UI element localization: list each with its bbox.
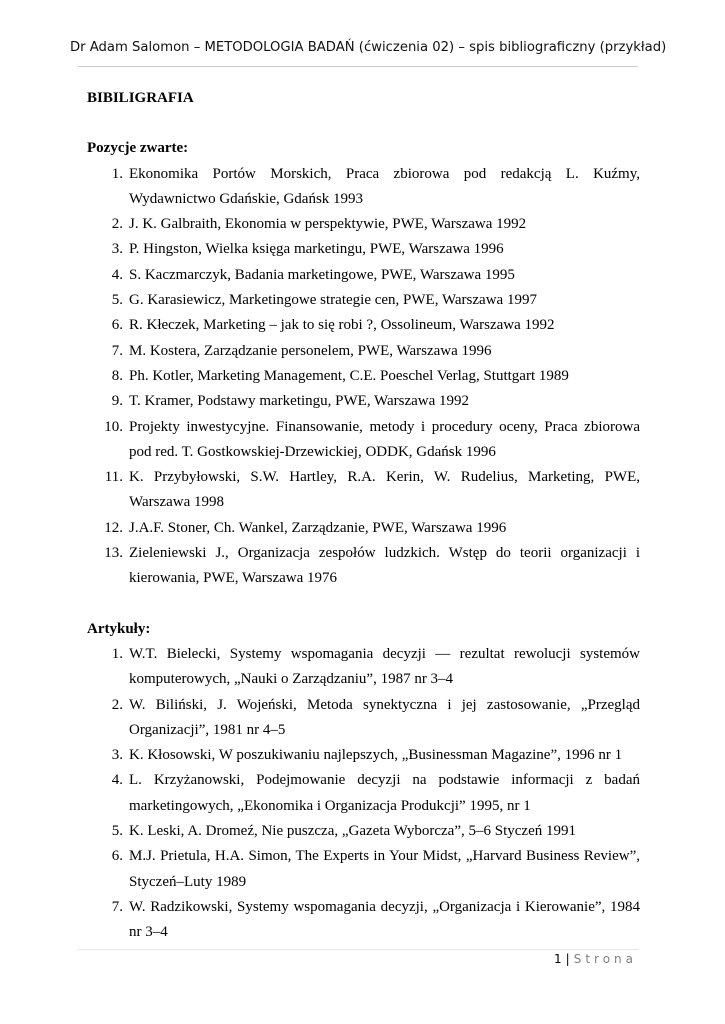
- book-item-number: 1.: [111, 165, 123, 182]
- header-divider: [78, 66, 638, 67]
- article-item: [87, 895, 640, 946]
- book-item-number: 9.: [111, 393, 123, 410]
- page-header: [70, 40, 667, 55]
- article-item-text: M.J. Prietula, H.A. Simon, The Experts in Your Midst, „Harvard Business Review”, Styczeń–Luty 1989: [129, 848, 640, 890]
- article-item-number: 5.: [111, 823, 123, 840]
- book-item-text: J.A.F. Stoner, Ch. Wankel, Zarządzanie, PWE, Warszawa 1996: [129, 519, 507, 536]
- article-item-text: K. Kłosowski, W poszukiwaniu najlepszych, „Businessman Magazine”, 1996 nr 1: [129, 747, 623, 764]
- article-item-text: L. Krzyżanowski, Podejmowanie decyzji na podstawie informacji z badań marketingowych, „Ekonomika i Organizacja Produkcji” 1995, nr 1: [129, 772, 640, 814]
- book-item: [87, 212, 640, 237]
- document-title: BIBILIGRAFIA: [87, 90, 194, 106]
- article-item-number: 1.: [111, 645, 123, 662]
- book-item-text: Ph. Kotler, Marketing Management, C.E. Poeschel Verlag, Stuttgart 1989: [129, 367, 569, 384]
- book-item-text: K. Przybyłowski, S.W. Hartley, R.A. Kerin, W. Rudelius, Marketing, PWE, Warszawa 1998: [129, 469, 640, 511]
- article-item-text: W. Radzikowski, Systemy wspomagania decyzji, „Organizacja i Kierowanie”, 1984 nr 3–4: [129, 898, 640, 941]
- book-item-text: R. Kłeczek, Marketing – jak to się robi ?, Ossolineum, Warszawa 1992: [129, 317, 555, 334]
- book-item: [87, 263, 640, 288]
- book-item-number: 8.: [111, 367, 123, 384]
- book-item: [87, 415, 640, 466]
- article-item-text: W.T. Bielecki, Systemy wspomagania decyzji — rezultat rewolucji systemów komputerowych, „Nauki o Zarządzaniu”, 1987 nr 3–4: [129, 645, 640, 688]
- document-body: [87, 82, 640, 946]
- book-item: [87, 288, 640, 313]
- book-item-number: 6.: [111, 317, 123, 334]
- book-item-number: 10.: [104, 418, 123, 435]
- footer-divider: [78, 949, 638, 950]
- footer-separator: |: [565, 952, 570, 966]
- book-item-text: J. K. Galbraith, Ekonomia w perspektywie, PWE, Warszawa 1992: [129, 216, 527, 233]
- article-item-text: W. Biliński, J. Wojeński, Metoda synektyczna i jej zastosowanie, „Przegląd Organizacji”, 1981 nr 4–5: [129, 696, 640, 738]
- book-item-number: 12.: [104, 519, 123, 536]
- section-heading-articles: Artykuły:: [87, 620, 151, 637]
- book-item: [87, 541, 640, 592]
- book-item-number: 13.: [104, 545, 123, 562]
- book-item: [87, 389, 640, 414]
- book-item-text: M. Kostera, Zarządzanie personelem, PWE, Warszawa 1996: [129, 342, 492, 359]
- book-item-text: Zieleniewski J., Organizacja zespołów ludzkich. Wstęp do teorii organizacji i kierowania, PWE, Warszawa 1976: [129, 545, 640, 587]
- book-item-text: T. Kramer, Podstawy marketingu, PWE, Warszawa 1992: [129, 393, 470, 410]
- book-item-text: Ekonomika Portów Morskich, Praca zbiorowa pod redakcją L. Kuźmy, Wydawnictwo Gdańskie, Gdańsk 1993: [129, 165, 640, 207]
- page-label: Strona: [573, 952, 637, 966]
- article-item-number: 7.: [111, 898, 123, 915]
- book-item-text: P. Hingston, Wielka księga marketingu, PWE, Warszawa 1996: [129, 241, 504, 258]
- articles-list: [87, 642, 640, 946]
- book-item-number: 11.: [104, 469, 123, 486]
- book-item-text: Projekty inwestycyjne. Finansowanie, metody i procedury oceny, Praca zbiorowa pod red. T. Gostkowskiej-Drzewickiej, ODDK, Gdańsk 1996: [129, 418, 640, 460]
- article-item-number: 6.: [111, 848, 123, 865]
- section-books: [87, 136, 640, 591]
- section-heading-books: Pozycje zwarte:: [87, 140, 189, 157]
- book-item-text: S. Kaczmarczyk, Badania marketingowe, PWE, Warszawa 1995: [129, 266, 515, 283]
- book-item-number: 3.: [111, 241, 123, 258]
- book-item: [87, 162, 640, 213]
- page-footer: [554, 952, 637, 966]
- book-item-number: 4.: [111, 266, 123, 283]
- books-list: [87, 162, 640, 592]
- book-item: [87, 339, 640, 364]
- article-item: [87, 743, 640, 768]
- article-item: [87, 642, 640, 693]
- book-item-number: 2.: [111, 216, 123, 233]
- article-item-number: 3.: [111, 747, 123, 764]
- book-item-number: 5.: [111, 292, 123, 309]
- book-item: [87, 237, 640, 262]
- page-number: 1: [554, 952, 562, 966]
- book-item-number: 7.: [111, 342, 123, 359]
- book-item: [87, 313, 640, 338]
- book-item: [87, 465, 640, 516]
- article-item-number: 2.: [111, 696, 123, 713]
- article-item: [87, 693, 640, 744]
- header-title: Dr Adam Salomon – METODOLOGIA BADAŃ (ćwiczenia 02) – spis bibliograficzny (przykład): [70, 40, 667, 55]
- article-item-text: K. Leski, A. Dromeź, Nie puszcza, „Gazeta Wyborcza”, 5–6 Styczeń 1991: [129, 823, 576, 840]
- article-item-number: 4.: [111, 772, 123, 789]
- book-item: [87, 516, 640, 541]
- article-item: [87, 768, 640, 819]
- article-item: [87, 819, 640, 844]
- article-item: [87, 844, 640, 895]
- section-articles: [87, 617, 640, 946]
- book-item: [87, 364, 640, 389]
- book-item-text: G. Karasiewicz, Marketingowe strategie cen, PWE, Warszawa 1997: [129, 292, 537, 309]
